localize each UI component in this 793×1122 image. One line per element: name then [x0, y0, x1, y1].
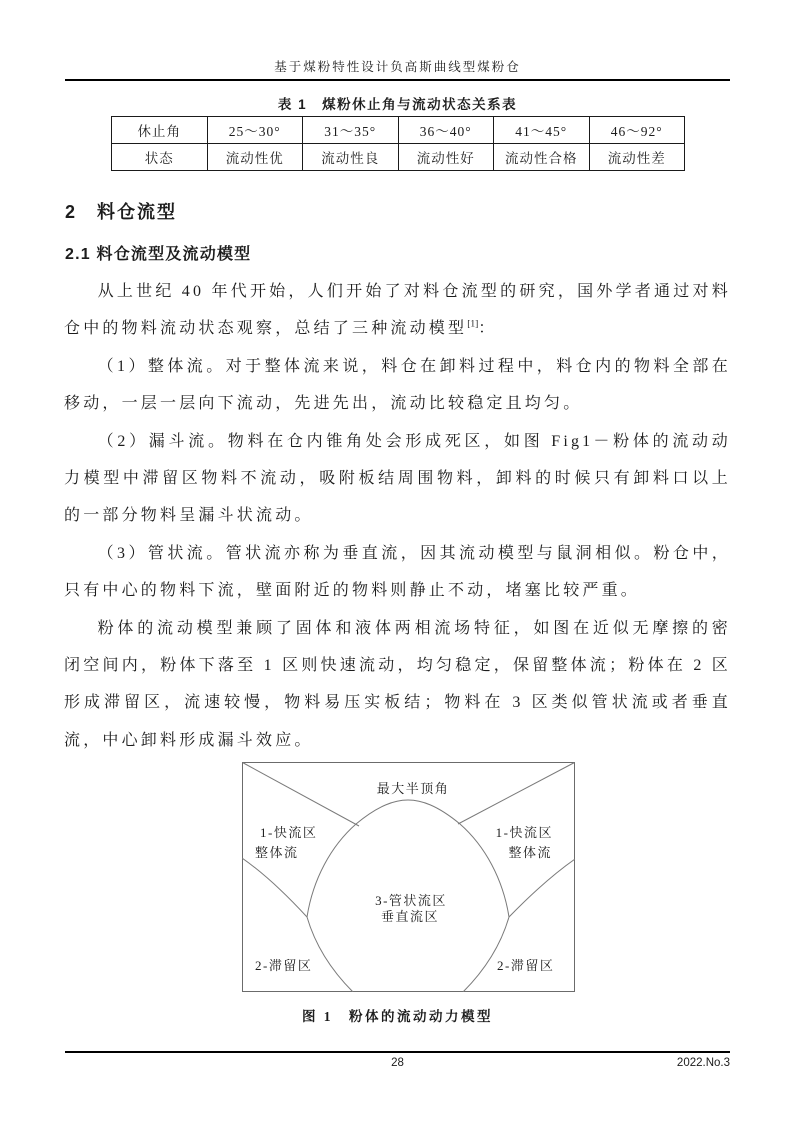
- figure-label-right-mass-flow: 整体流: [508, 845, 552, 860]
- paragraph-pipe-flow: （3）管状流。管状流亦称为垂直流，因其流动模型与鼠洞相似。粉仓中，只有中心的物料下流，壁面附近的物料则静止不动，堵塞比较严重。: [64, 544, 731, 600]
- figure-label-right-fast-zone: 1-快流区: [495, 825, 553, 840]
- table-cell: 46～92°: [589, 117, 685, 144]
- subsection-heading: 2.1 料仓流型及流动模型: [65, 246, 252, 263]
- figure-label-right-stagnant-zone: 2-滞留区: [497, 958, 555, 973]
- table-cell: 流动性优: [207, 144, 303, 171]
- right-wall-diagonal-line: [458, 763, 575, 825]
- figure-label-left-mass-flow: 整体流: [255, 845, 299, 860]
- flow-model-figure: [242, 762, 575, 992]
- figure-label-left-fast-zone: 1-快流区: [260, 825, 318, 840]
- table-cell: 41～45°: [494, 117, 590, 144]
- section-heading: 2 料仓流型: [65, 202, 178, 222]
- paragraph-tail: ：: [478, 320, 498, 338]
- paragraph-text: 从上世纪 40 年代开始，人们开始了对料仓流型的研究，国外学者通过对料仓中的物料流动状态观察，总结了三种流动模型: [64, 283, 731, 338]
- table-cell: 流动性合格: [494, 144, 590, 171]
- repose-angle-table: [111, 116, 685, 171]
- right-stagnant-boundary-curve: [509, 859, 575, 917]
- table-cell: 25～30°: [207, 117, 303, 144]
- table-row: [112, 144, 685, 171]
- figure-label-vertical-flow-zone: 垂直流区: [380, 909, 440, 924]
- figure-label-left-stagnant-zone: 2-滞留区: [255, 958, 313, 973]
- paragraph-mass-flow: （1）整体流。对于整体流来说，料仓在卸料过程中，料仓内的物料全部在移动，一层一层向下流动，先进先出，流动比较稳定且均匀。: [64, 357, 731, 413]
- reference-superscript: [1]: [467, 320, 479, 331]
- table-cell: 休止角: [112, 117, 208, 144]
- table-cell: 31～35°: [303, 117, 399, 144]
- running-head: 基于煤粉特性设计负高斯曲线型煤粉仓: [274, 60, 521, 74]
- figure-caption: 图 1 粉体的流动动力模型: [301, 1009, 494, 1024]
- left-wall-diagonal-line: [243, 763, 360, 827]
- table-cell: 流动性差: [589, 144, 685, 171]
- table-cell: 36～40°: [398, 117, 494, 144]
- footer-rule: [65, 1051, 730, 1053]
- paragraph-funnel-flow: （2）漏斗流。物料在仓内锥角处会形成死区，如图 Fig1－粉体的流动动力模型中滞留区物料不流动，吸附板结周围物料，卸料的时候只有卸料口以上的一部分物料呈漏斗状流动。: [64, 432, 731, 525]
- page-number: 28: [391, 1057, 404, 1069]
- figure-label-pipe-flow-zone: 3-管状流区: [375, 893, 447, 908]
- table-cell: 流动性好: [398, 144, 494, 171]
- paragraph-intro: [64, 273, 731, 348]
- table-cell: 流动性良: [303, 144, 399, 171]
- header-rule: [65, 79, 730, 81]
- table-caption: 表 1 煤粉休止角与流动状态关系表: [277, 97, 518, 112]
- issue-label: 2022.No.3: [676, 1057, 730, 1069]
- body-text: [64, 273, 731, 759]
- table-cell: 状态: [112, 144, 208, 171]
- paragraph-flow-model: 粉体的流动模型兼顾了固体和液体两相流场特征，如图在近似无摩擦的密闭空间内，粉体下落至 1 区则快速流动，均匀稳定，保留整体流；粉体在 2 区形成滞留区，流速较慢，物料易压实板结；物料在 3 区类似管状流或者垂直流，中心卸料形成漏斗效应。: [64, 619, 731, 749]
- figure-label-max-half-apex-angle: 最大半顶角: [376, 781, 450, 796]
- table-row: [112, 117, 685, 144]
- left-stagnant-boundary-curve: [242, 858, 307, 917]
